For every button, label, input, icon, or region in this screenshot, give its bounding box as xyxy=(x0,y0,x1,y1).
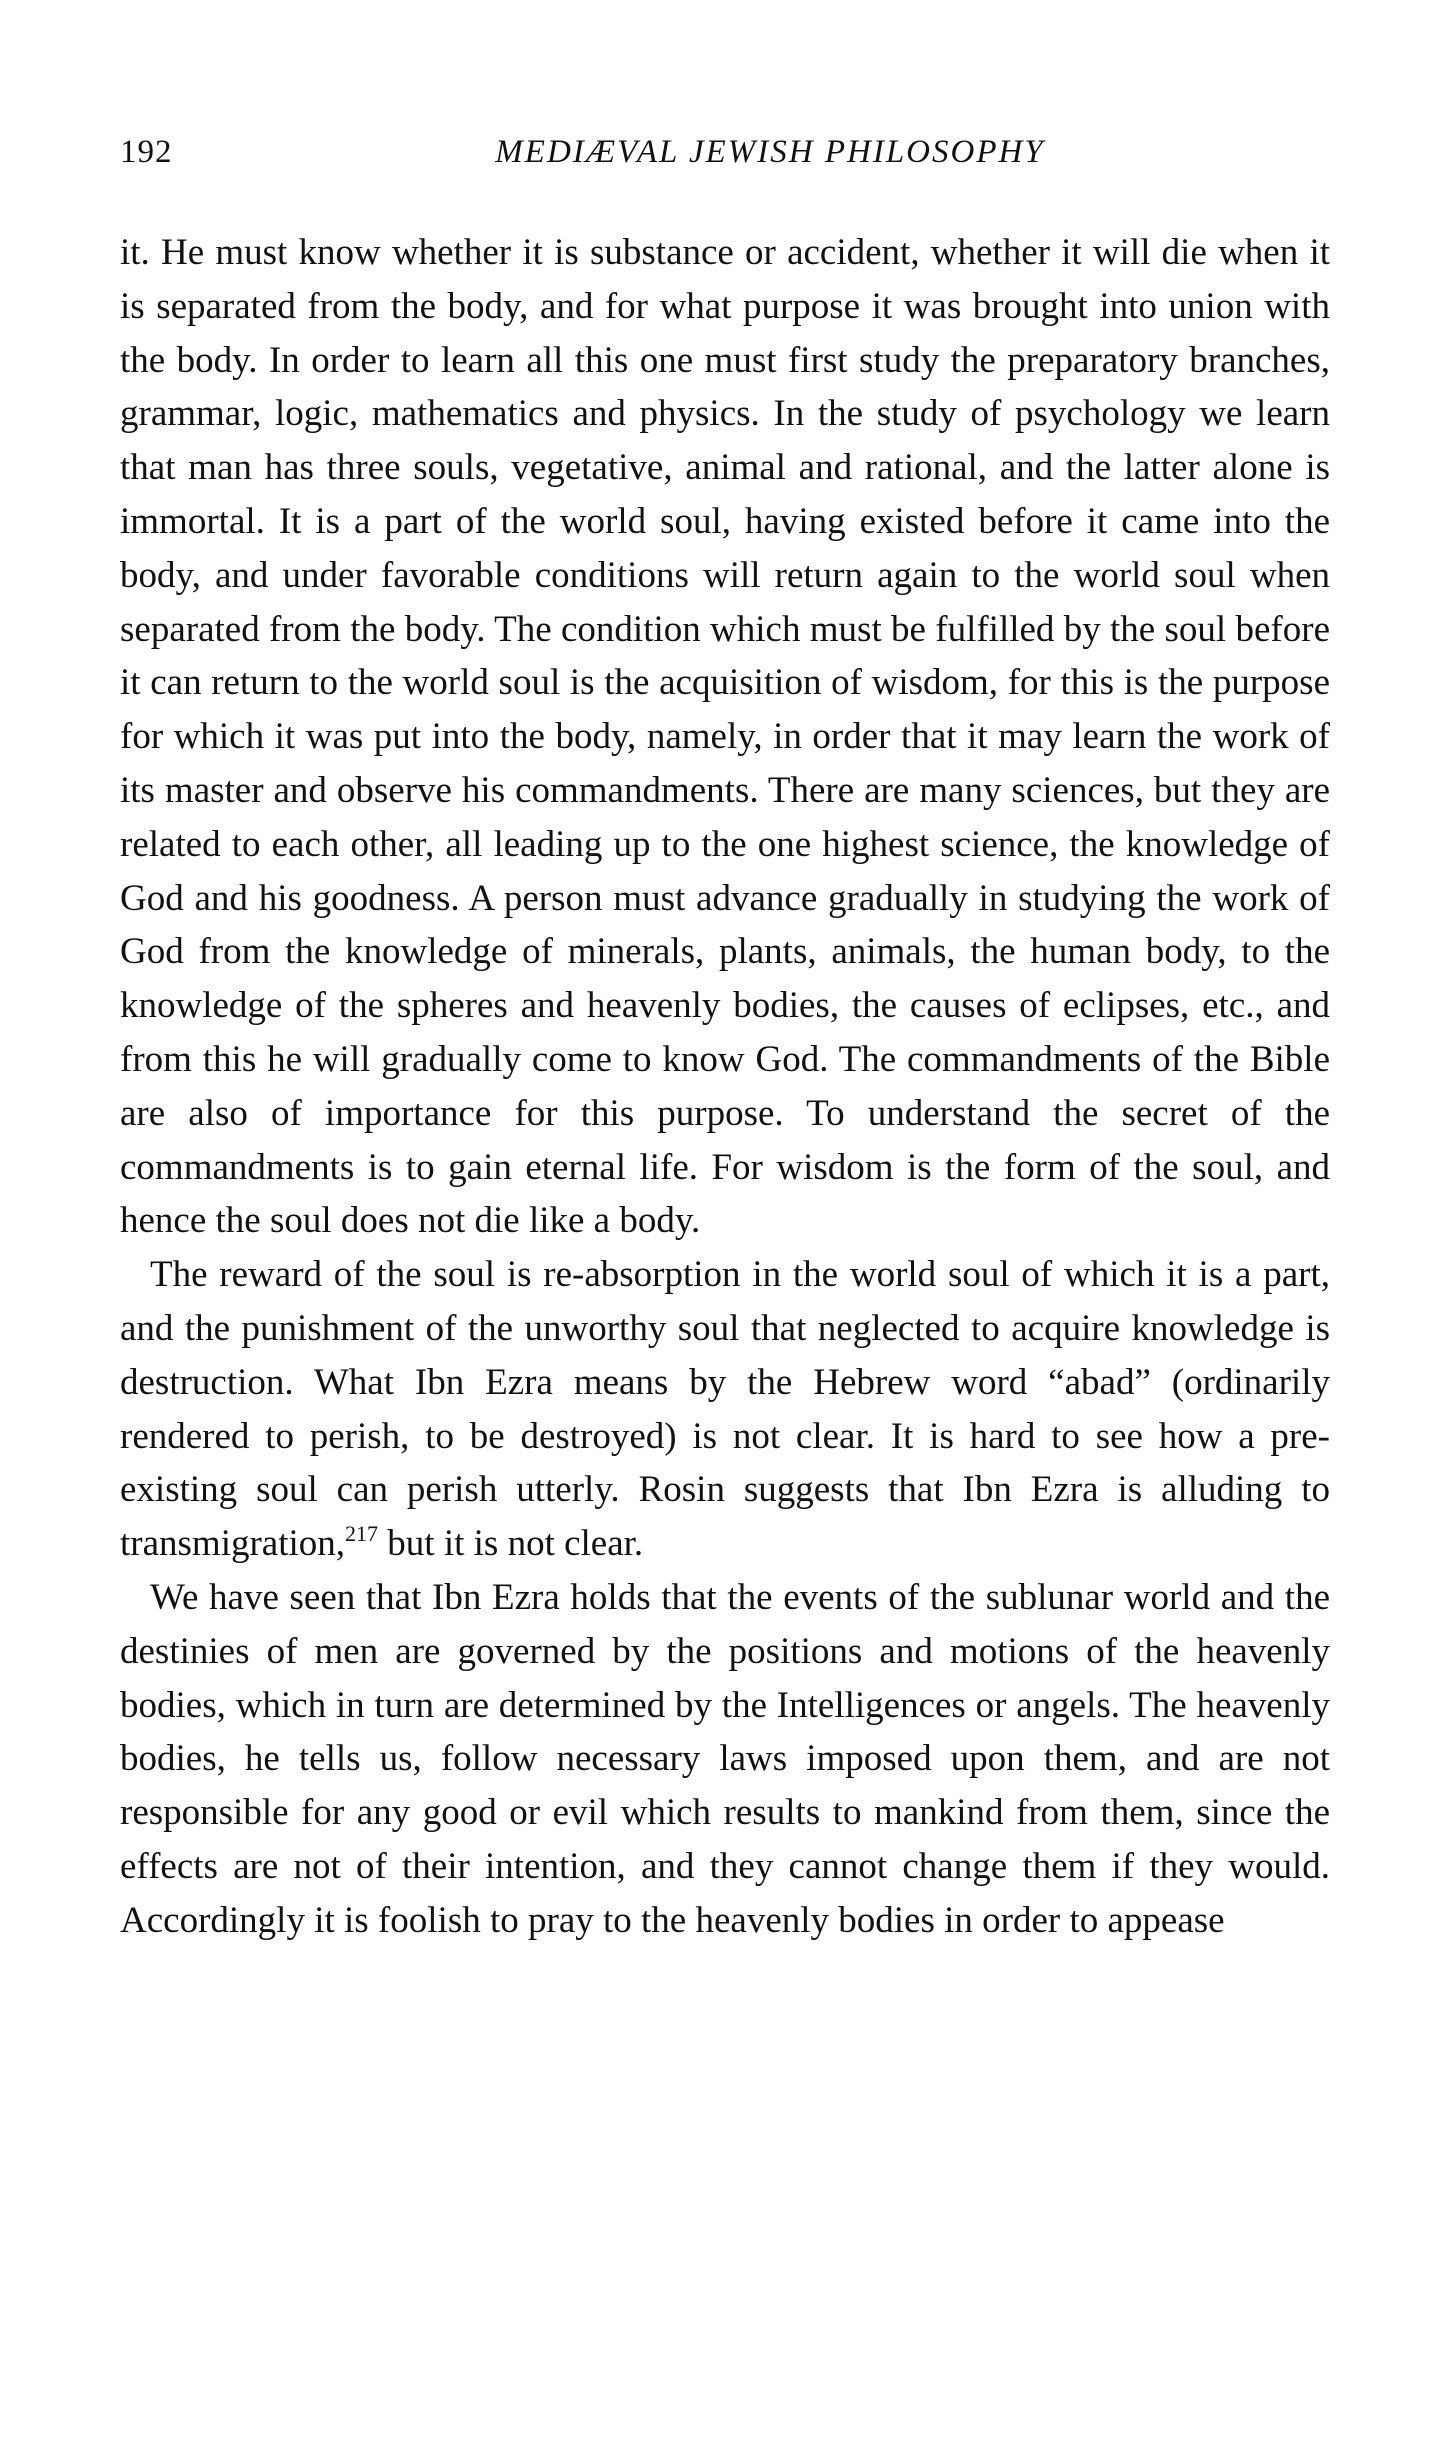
page-number: 192 xyxy=(120,134,173,170)
page-header xyxy=(120,134,1330,182)
paragraph-2-text: The reward of the soul is re-absorption in the world soul of which it is a part, and the punishment of the unworthy soul that neglected to acquire knowledge is destruction. What Ibn Ezra means by the Hebrew word “abad” (ordinarily rendered to perish, to be destroyed) is not clear. It is hard to see how a pre-existing soul can perish utterly. Rosin suggests that Ibn Ezra is alluding to transmigration, xyxy=(120,1254,1330,1565)
body-text xyxy=(120,226,1330,1948)
footnote-reference: 217 xyxy=(345,1521,379,1547)
paragraph-1: it. He must know whether it is substance or accident, whether it will die when it is separated from the body, and for what purpose it was brought into union with the body. In order to learn all this one must first study the preparatory branches, grammar, logic, mathematics and physics. In the study of psychology we learn that man has three souls, vegetative, animal and rational, and the latter alone is immortal. It is a part of the world soul, having existed before it came into the body, and under favorable conditions will return again to the world soul when separated from the body. The condition which must be fulfilled by the soul before it can return to the world soul is the acquisition of wisdom, for this is the purpose for which it was put into the body, namely, in order that it may learn the work of its master and observe his commandments. There are many sciences, but they are related to each other, all leading up to the one highest science, the knowledge of God and his goodness. A person must advance gradually in studying the work of God from the knowledge of minerals, plants, animals, the human body, to the knowledge of the spheres and heavenly bodies, the causes of eclipses, etc., and from this he will gradually come to know God. The commandments of the Bible are also of importance for this purpose. To understand the secret of the commandments is to gain eternal life. For wisdom is the form of the soul, and hence the soul does not die like a body. xyxy=(120,232,1330,1242)
paragraph-2-text-end: but it is not clear. xyxy=(378,1523,644,1565)
paragraph-3: We have seen that Ibn Ezra holds that the events of the sublunar world and the destinies of men are governed by the positions and motions of the heavenly bodies, which in turn are determined by the Intelligences or angels. The heavenly bodies, he tells us, follow necessary laws imposed upon them, and are not responsible for any good or evil which results to mankind from them, since the effects are not of their intention, and they cannot change them if they would. Accordingly it is foolish to pray to the heavenly bodies in order to appease xyxy=(120,1576,1330,1941)
running-title: MEDIÆVAL JEWISH PHILOSOPHY xyxy=(495,134,1045,170)
paragraph-2 xyxy=(120,1248,1330,1571)
